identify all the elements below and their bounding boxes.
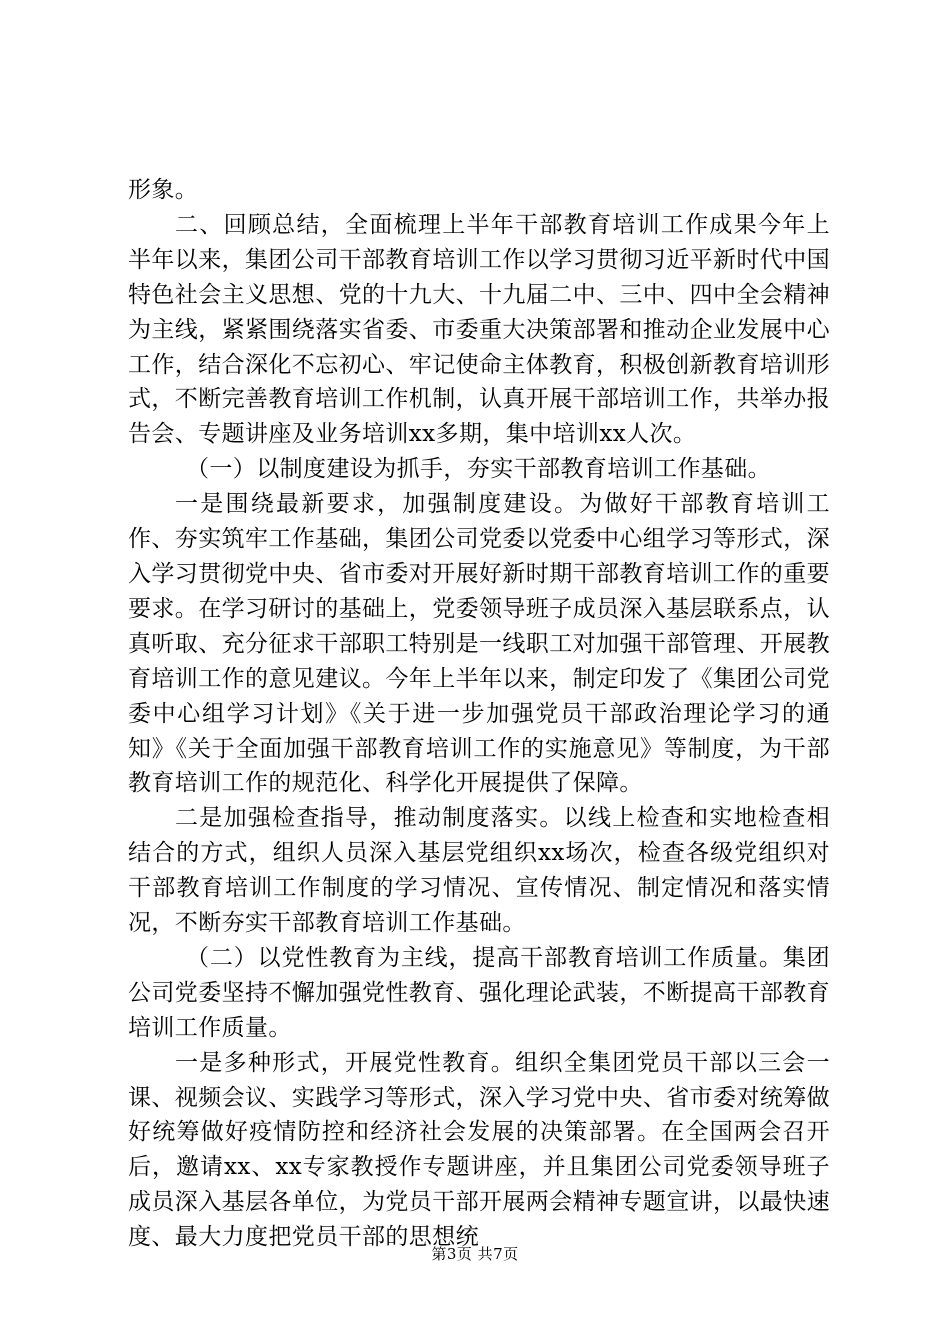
paragraph-inspection-guidance: 二是加强检查指导，推动制度落实。以线上检查和实地检查相结合的方式，组织人员深入基层党组织xx场次，检查各级党组织对干部教育培训工作制度的学习情况、宣传情况、制定情况和落实情况，不断夯实干部教育培训工作基础。 bbox=[128, 805, 830, 937]
document-body bbox=[128, 173, 830, 1255]
paragraph-section-two-review: 二、回顾总结，全面梳理上半年干部教育培训工作成果今年上半年以来，集团公司干部教育培训工作以学习贯彻习近平新时代中国特色社会主义思想、党的十九大、十九届二中、三中、四中全会精神为主线，紧紧围绕落实省委、市委重大决策部署和推动企业发展中心工作，结合深化不忘初心、牢记使命主体教育，积极创新教育培训形式，不断完善教育培训工作机制，认真开展干部培训工作，共举办报告会、专题讲座及业务培训xx多期，集中培训xx人次。 bbox=[128, 211, 830, 448]
subheading-two: （二）以党性教育为主线，提高干部教育培训工作质量。集团公司党委坚持不懈加强党性教育、强化理论武装，不断提高干部教育培训工作质量。 bbox=[128, 944, 830, 1041]
subheading-one: （一）以制度建设为抓手，夯实干部教育培训工作基础。 bbox=[186, 456, 771, 483]
paragraph-continuation: 形象。 bbox=[128, 177, 199, 203]
paragraph-party-education: 一是多种形式，开展党性教育。组织全集团党员干部以三会一课、视频会议、实践学习等形式，深入学习党中央、省市委对统筹做好统筹做好疫情防控和经济社会发展的决策部署。在全国两会召开后，邀请xx、xx专家教授作专题讲座，并且集团公司党委领导班子成员深入基层各单位，为党员干部开展两会精神专题宣讲，以最快速度、最大力度把党员干部的思想统 bbox=[128, 1049, 830, 1251]
paragraph-institution-building: 一是围绕最新要求，加强制度建设。为做好干部教育培训工作、夯实筑牢工作基础，集团公司党委以党委中心组学习等形式，深入学习贯彻党中央、省市委对开展好新时期干部教育培训工作的重要要求。在学习研讨的基础上，党委领导班子成员深入基层联系点，认真听取、充分征求干部职工特别是一线职工对加强干部管理、开展教育培训工作的意见建议。今年上半年以来，制定印发了《集团公司党委中心组学习计划》《关于进一步加强党员干部政治理论学习的通知》《关于全面加强干部教育培训工作的实施意见》等制度，为干部教育培训工作的规范化、科学化开展提供了保障。 bbox=[128, 491, 830, 797]
page-number-footer: 第3页 共7页 bbox=[431, 1245, 519, 1263]
